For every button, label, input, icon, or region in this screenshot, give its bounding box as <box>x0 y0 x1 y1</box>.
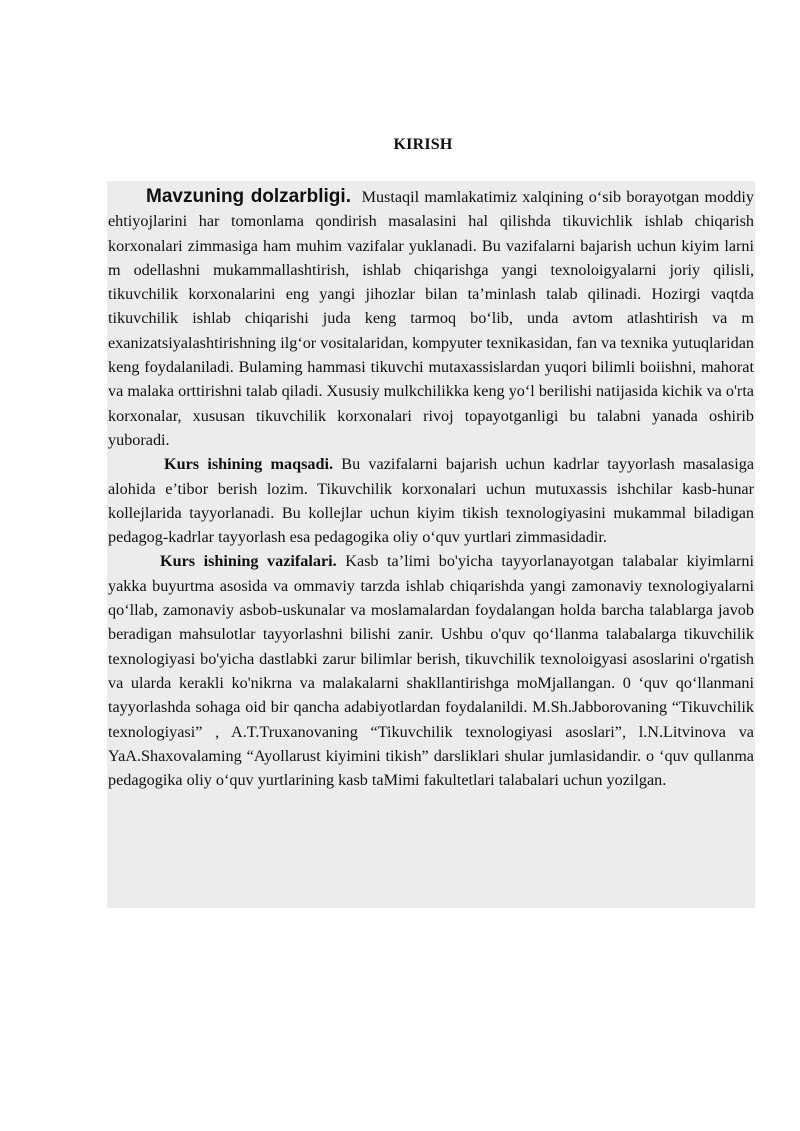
heading-tasks: Kurs ishining vazifalari. <box>160 552 337 571</box>
paragraph-relevance-text: Mustaqil mamlakatimiz xalqining o‘sib borayotgan moddiy ehtiyojlarini har tomonlama qondirish masalasini hal qilishda tikuvichlik ishlab chiqarish korxonalari zimmasiga ham muhim vazifalar yuklanadi. Bu vazifalarni bajarish uchun kiyim larni m odellashni mukammallashtirish, ishlab chiqarishga yangi texnoloigyalarni joriy qilisli, tikuvchilik korxonalarini eng yangi jihozlar bilan ta’minlash talab qilinadi. Hozirgi vaqtda tikuvchilik ishlab chiqarishi juda keng tarmoq bo‘lib, unda avtom atlashtirish va m exanizatsiyalashtirishning ilg‘or vositalaridan, kompyuter texnikasidan, fan va texnika yutuqlaridan keng foydalaniladi. Bulaming hammasi tikuvchi mutaxassislardan yuqori bilimli boiishni, mahorat va malaka orttirishni talab qiladi. Xususiy mulkchilikka keng yo‘l berilishi natijasida kichik va o'rta korxonalar, xususan tikuvchilik korxonalari rivoj topayotganligi bu talabni yanada oshirib yuboradi. <box>108 188 754 449</box>
document-body <box>108 185 754 792</box>
paragraph-relevance <box>108 185 754 452</box>
heading-goal: Kurs ishining maqsadi. <box>164 455 334 474</box>
page-title: KIRISH <box>393 136 453 153</box>
heading-relevance: Mavzuning dolzarbligi. <box>146 186 351 207</box>
paragraph-tasks-text: Kasb ta’limi bo'yicha tayyorlanayotgan talabalar kiyimlarni yakka buyurtma asosida va ommaviy tarzda ishlab chiqarishda yangi zamonaviy texnologiyalarni qo‘llab, zamonaviy asbob-uskunalar va moslamalardan foydalangan holda barcha talablarga javob beradigan mahsulotlar tayyorlashni bilishi zanir. Ushbu o'quv qo‘llanma talabalarga tikuvchilik texnologiyasi bo'yicha dastlabki zarur bilimlar berish, tikuvchilik texnoloigyasi asoslarini o'rgatish va ularda kerakli ko'nikrna va malakalarni shakllantirishga moMjallangan. 0 ‘quv qo‘llanmani tayyorlashda sohaga oid bir qancha adabiyotlardan foydalanildi. M.Sh.Jabborovaning “Tikuvchilik texnologiyasi” , A.T.Truxanovaning “Tikuvchilik texnologiyasi asoslari”, l.N.Litvinova va YaA.Shaxovalaming “Ayollarust kiyimini tikish” darsliklari shular jumlasidandir. o ‘quv qullanma pedagogika oliy o‘quv yurtlarining kasb taMimi fakultetlari talabalari uchun yozilgan. <box>108 552 755 790</box>
paragraph-tasks <box>108 549 754 792</box>
paragraph-goal <box>108 452 754 549</box>
paragraph-goal-text: Bu vazifalarni bajarish uchun kadrlar tayyorlash masalasiga alohida e’tibor berish lozim. Tikuvchilik korxonalari uchun mutuxassis ishchilar kasb-hunar kollejlarida tayyorlanadi. Bu kollejlar uchun kiyim tikish texnologiyasini mukammal biladigan pedagog-kadrlar tayyorlash esa pedagogika oliy o‘quv yurtlari zimmasidadir. <box>108 455 754 547</box>
